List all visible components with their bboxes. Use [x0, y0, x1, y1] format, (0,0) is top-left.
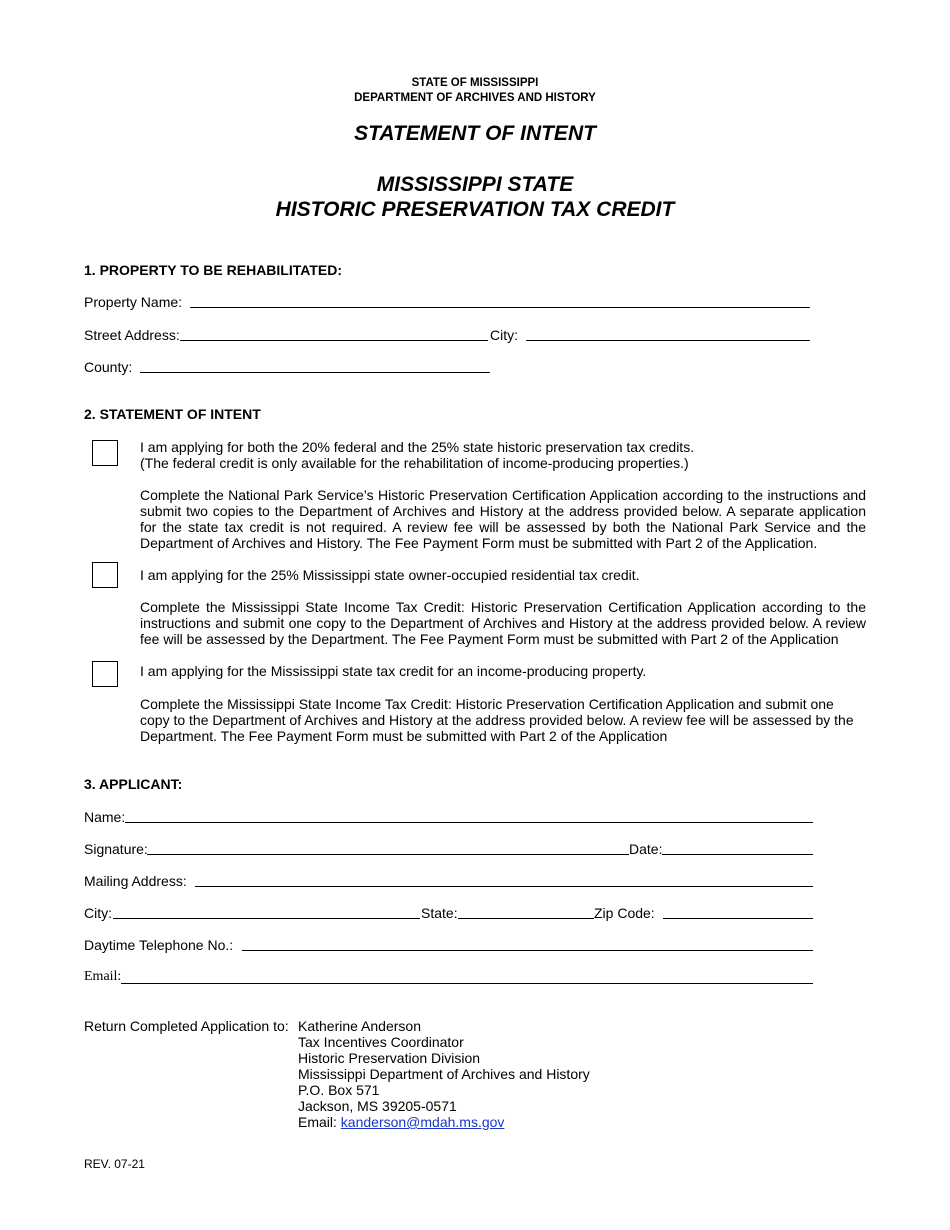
return-address-block: [298, 1018, 590, 1130]
program-title-line1: MISSISSIPPI STATE: [376, 173, 574, 196]
option3-description-line1: Complete the Mississippi State Income Tax Credit: Historic Preservation Certification Application and submit one: [140, 696, 834, 712]
contact-email-label: Email:: [298, 1114, 341, 1130]
county-label: County:: [84, 359, 133, 375]
contact-email-link[interactable]: kanderson@mdah.ms.gov: [340, 1114, 505, 1130]
option1-text-line1: I am applying for both the 20% federal and the 25% state historic preservation tax credits.: [140, 439, 695, 455]
option3-description-line3: Department. The Fee Payment Form must be submitted with Part 2 of the Application: [140, 728, 668, 744]
contact-email-line: [298, 1114, 590, 1130]
option2-description: Complete the Mississippi State Income Tax Credit: Historic Preservation Certification Application according to the instructions and submit one copy to the Department of Archives and History at the address provided below. A review fee will be assessed by the Department. The Fee Payment Form must be submitted with Part 2 of the Application: [140, 599, 866, 647]
owner-occupied-checkbox[interactable]: [92, 562, 118, 588]
option1-text-line2: (The federal credit is only available for the rehabilitation of income-producing properties.): [140, 455, 689, 471]
date-field[interactable]: [662, 854, 813, 855]
income-producing-checkbox[interactable]: [92, 661, 118, 687]
state-field[interactable]: [458, 918, 594, 919]
return-to-label: Return Completed Application to:: [84, 1018, 289, 1034]
agency-state: STATE OF MISSISSIPPI: [411, 77, 539, 89]
applicant-name-label: Name:: [84, 809, 126, 825]
property-name-field[interactable]: [190, 307, 810, 308]
contact-city-line: Jackson, MS 39205-0571: [298, 1098, 457, 1114]
agency-department: DEPARTMENT OF ARCHIVES AND HISTORY: [354, 92, 596, 104]
program-title-line2: HISTORIC PRESERVATION TAX CREDIT: [275, 198, 675, 221]
contact-division: Historic Preservation Division: [298, 1050, 481, 1066]
property-city-label: City:: [490, 327, 518, 343]
federal-and-state-checkbox[interactable]: [92, 440, 118, 466]
contact-name: Katherine Anderson: [298, 1018, 421, 1034]
section3-heading: 3. APPLICANT:: [84, 776, 183, 792]
contact-title: Tax Incentives Coordinator: [298, 1034, 464, 1050]
option3-description-line2: copy to the Department of Archives and History at the address provided below. A review fee will be assessed by the: [140, 712, 854, 728]
applicant-name-field[interactable]: [125, 822, 813, 823]
document-title: STATEMENT OF INTENT: [354, 122, 596, 145]
applicant-city-field[interactable]: [113, 918, 420, 919]
street-address-field[interactable]: [180, 340, 488, 341]
email-label: Email:: [84, 969, 122, 984]
mailing-address-label: Mailing Address:: [84, 873, 187, 889]
option3-text: I am applying for the Mississippi state tax credit for an income-producing property.: [140, 663, 647, 679]
street-address-label: Street Address:: [84, 327, 180, 343]
email-field[interactable]: [121, 983, 813, 984]
option2-text: I am applying for the 25% Mississippi state owner-occupied residential tax credit.: [140, 567, 640, 583]
section2-heading: 2. STATEMENT OF INTENT: [84, 406, 261, 422]
signature-label: Signature:: [84, 841, 148, 857]
signature-field[interactable]: [147, 854, 629, 855]
contact-po-box: P.O. Box 571: [298, 1082, 380, 1098]
contact-agency: Mississippi Department of Archives and History: [298, 1066, 590, 1082]
telephone-field[interactable]: [242, 950, 813, 951]
section1-heading: 1. PROPERTY TO BE REHABILITATED:: [84, 262, 342, 278]
mailing-address-field[interactable]: [195, 886, 813, 887]
property-name-label: Property Name:: [84, 294, 183, 310]
state-label: State:: [421, 905, 458, 921]
revision-label: REV. 07-21: [84, 1157, 145, 1171]
county-field[interactable]: [140, 372, 490, 373]
option1-description: Complete the National Park Service’s Historic Preservation Certification Application according to the instructions and submit two copies to the Department of Archives and History at the address provided below. A separate application for the state tax credit is not required. A review fee will be assessed by both the National Park Service and the Department of Archives and History. The Fee Payment Form must be submitted with Part 2 of the Application.: [140, 487, 866, 551]
zip-code-label: Zip Code:: [594, 905, 655, 921]
applicant-city-label: City:: [84, 905, 112, 921]
property-city-field[interactable]: [526, 340, 810, 341]
date-label: Date:: [629, 841, 663, 857]
zip-code-field[interactable]: [663, 918, 813, 919]
telephone-label: Daytime Telephone No.:: [84, 937, 234, 953]
